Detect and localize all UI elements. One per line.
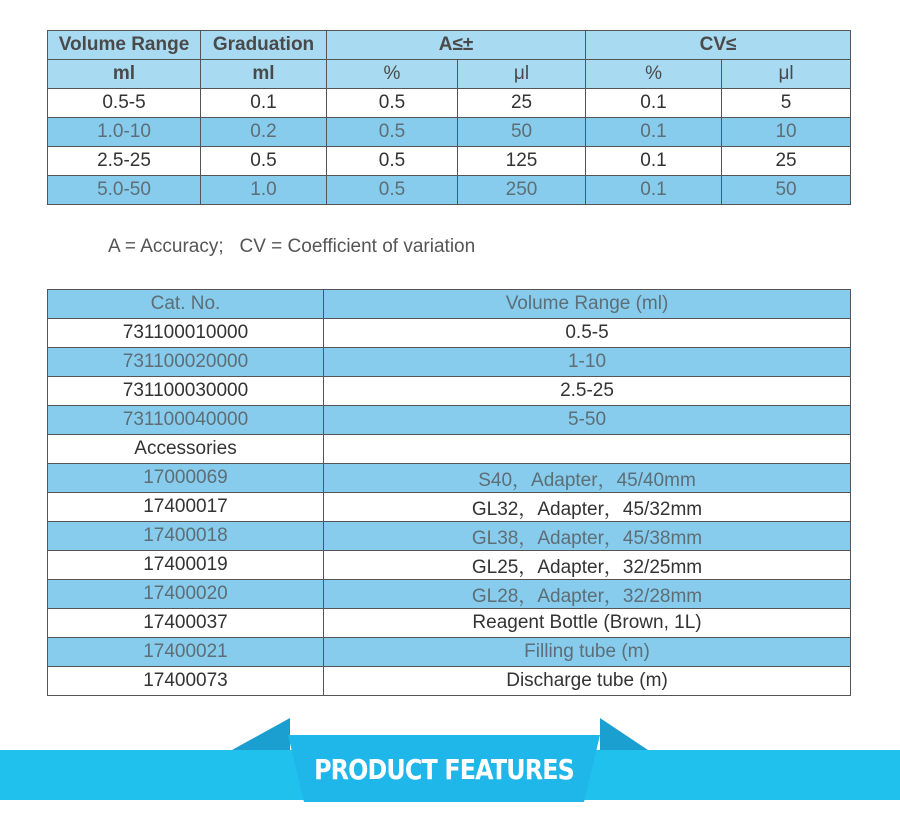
table-row (48, 147, 851, 176)
cell: 0.5 (327, 176, 458, 205)
cell: 50 (722, 176, 851, 205)
cell: 2.5-25 (48, 147, 201, 176)
table-row (48, 493, 851, 522)
table-row (48, 667, 851, 696)
unit-accuracy-percent: % (327, 60, 458, 89)
cell-description: GL28，Adapter，32/28mm (324, 580, 851, 609)
cell: 0.1 (586, 89, 722, 118)
table-row (48, 522, 851, 551)
cell: 1.0-10 (48, 118, 201, 147)
cell-description: Discharge tube (m) (324, 667, 851, 696)
header-cv: CV≤ (586, 31, 851, 60)
cell: 0.1 (586, 147, 722, 176)
header-cat-no: Cat. No. (48, 290, 324, 319)
unit-cv-percent: % (586, 60, 722, 89)
cell: 0.2 (201, 118, 327, 147)
cell-description: Reagent Bottle (Brown, 1L) (324, 609, 851, 638)
table-row (48, 319, 851, 348)
table-row (48, 118, 851, 147)
cell: 5.0-50 (48, 176, 201, 205)
cell-description: Filling tube (m) (324, 638, 851, 667)
cell-cat-no: 17400073 (48, 667, 324, 696)
table-row (48, 551, 851, 580)
cell-cat-no: 17400020 (48, 580, 324, 609)
cell-description: 0.5-5 (324, 319, 851, 348)
table-row (48, 464, 851, 493)
table-row (48, 406, 851, 435)
unit-volume-ml: ml (48, 60, 201, 89)
cell: 1.0 (201, 176, 327, 205)
cell-description: 1-10 (324, 348, 851, 377)
banner-title: PRODUCT FEATURES (314, 753, 574, 786)
table-unit-row (48, 60, 851, 89)
cell-cat-no: 17000069 (48, 464, 324, 493)
table-row (48, 377, 851, 406)
unit-accuracy-ul: μl (458, 60, 586, 89)
table-row (48, 348, 851, 377)
header-volume-range: Volume Range (48, 31, 201, 60)
unit-cv-ul: μl (722, 60, 851, 89)
cell: 0.5 (201, 147, 327, 176)
cell: 50 (458, 118, 586, 147)
cell: 25 (722, 147, 851, 176)
cell-description: GL38，Adapter，45/38mm (324, 522, 851, 551)
cell-cat-no: 731100020000 (48, 348, 324, 377)
cell: 5 (722, 89, 851, 118)
cell-cat-no: 731100010000 (48, 319, 324, 348)
cell-cat-no: 17400037 (48, 609, 324, 638)
unit-graduation-ml: ml (201, 60, 327, 89)
header-volume-range: Volume Range (ml) (324, 290, 851, 319)
table-row (48, 609, 851, 638)
cell: 0.5 (327, 118, 458, 147)
accessories-row (48, 435, 851, 464)
header-graduation: Graduation (201, 31, 327, 60)
cell-cat-no: 17400018 (48, 522, 324, 551)
cell-cat-no: 731100040000 (48, 406, 324, 435)
cell: 125 (458, 147, 586, 176)
product-features-banner (0, 715, 900, 813)
cell-cat-no: 731100030000 (48, 377, 324, 406)
cell: 0.5-5 (48, 89, 201, 118)
table-row (48, 176, 851, 205)
specification-table (47, 30, 851, 205)
cell-description (324, 435, 851, 464)
cell: 0.1 (201, 89, 327, 118)
cell: 0.5 (327, 89, 458, 118)
cell-cat-no: 17400019 (48, 551, 324, 580)
cell-cat-no: 17400021 (48, 638, 324, 667)
cell: 10 (722, 118, 851, 147)
catalog-table (47, 289, 851, 696)
table-header-row (48, 290, 851, 319)
cell: 0.5 (327, 147, 458, 176)
cell: 250 (458, 176, 586, 205)
cell-description: 5-50 (324, 406, 851, 435)
table-row (48, 638, 851, 667)
accessories-label: Accessories (48, 435, 324, 464)
cell: 25 (458, 89, 586, 118)
header-accuracy: A≤± (327, 31, 586, 60)
cell: 0.1 (586, 176, 722, 205)
table-header-row (48, 31, 851, 60)
cell-description: GL25，Adapter，32/25mm (324, 551, 851, 580)
cell-description: GL32，Adapter，45/32mm (324, 493, 851, 522)
cell: 0.1 (586, 118, 722, 147)
legend-note: A = Accuracy; CV = Coefficient of variation (108, 236, 476, 257)
table-row (48, 580, 851, 609)
cell-cat-no: 17400017 (48, 493, 324, 522)
table-row (48, 89, 851, 118)
cell-description: S40，Adapter，45/40mm (324, 464, 851, 493)
cell-description: 2.5-25 (324, 377, 851, 406)
